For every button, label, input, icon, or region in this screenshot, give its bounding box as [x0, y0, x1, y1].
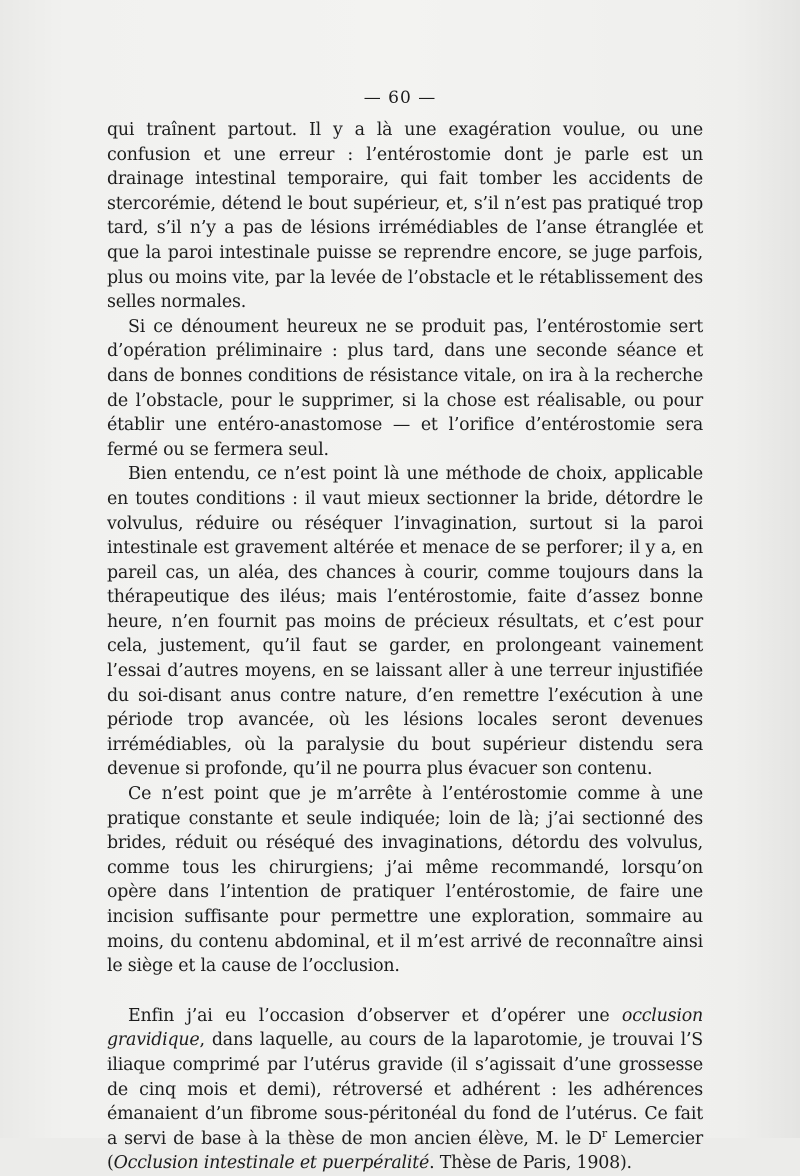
body-text — [107, 118, 703, 1176]
italic-term-occlusion-gravidique: occlusion gravidique — [107, 1005, 703, 1051]
paragraph-gap — [107, 979, 703, 1004]
paragraph-5-part3: Lemercier ( — [107, 1128, 703, 1174]
superscript-r: r — [601, 1126, 607, 1140]
paragraph-3: Bien entendu, ce n’est point là une méthode de choix, applicable en toutes conditions : il vaut mieux sectionner la bride, détordre le volvulus, réduire ou réséquer l’invagination, surtout si la paroi intestinale est gravement altérée et menace de se perforer; il y a, en pareil cas, un aléa, des chances à courir, comme toujours dans la thérapeutique des iléus; mais l’entérostomie, faite d’assez bonne heure, n’en fournit pas moins de précieux résultats, et c’est pour cela, justement, qu’il faut se garder, en prolongeant vainement l’essai d’autres moyens, en se laissant aller à une terreur injustifiée du soi-disant anus contre nature, d’en remettre l’exécution à une période trop avancée, où les lésions locales seront devenues irrémédiables, où la paralysie du bout supérieur distendu sera devenue si profonde, qu’il ne pourra plus évacuer son contenu. — [107, 464, 703, 780]
paragraph-2: Si ce dénoument heureux ne se produit pas, l’entérostomie sert d’opération préliminaire : plus tard, dans une seconde séance et dans de bonnes conditions de résistance vitale, on ira à la recherche de l’obstacle, pour le supprimer, si la chose est réalisable, ou pour établir une entéro-anastomose — et l’orifice d’entérostomie sera fermé ou se fermera seul. — [107, 316, 703, 460]
page-number: — 60 — — [363, 88, 437, 108]
paragraph-5-part2: , dans laquelle, au cours de la laparotomie, je trouvai l’S iliaque comprimé par l’utérus gravide (il s’agissait d’une grossesse de cinq mois et demi), rétroversé et adhérent : les adhérences émanaient d’un fibrome sous-péritonéal du fond de l’utérus. Ce fait a servi de base à la thèse de mon ancien élève, M. le D — [107, 1030, 703, 1149]
paragraph-1: qui traînent partout. Il y a là une exagération voulue, ou une confusion et une erreur : l’entérostomie dont je parle est un drainage intestinal temporaire, qui fait tomber les accidents de stercorémie, détend le bout supérieur, et, s’il n’est pas pratiqué trop tard, s’il n’y a pas de lésions irrémédiables de l’anse étranglée et que la paroi intestinale puisse se reprendre encore, se juge parfois, plus ou moins vite, par la levée de l’obstacle et le rétablissement des selles normales. — [107, 120, 703, 313]
paragraph-5-part1: Enfin j’ai eu l’occasion d’observer et d’opérer une — [128, 1005, 622, 1026]
paragraph-4: Ce n’est point que je m’arrête à l’entérostomie comme à une pratique constante et seule indiquée; loin de là; j’ai sectionné des brides, réduit ou réséqué des invaginations, détordu des volvulus, comme tous les chirurgiens; j’ai même recommandé, lorsqu’on opère dans l’intention de pratiquer l’entérostomie, de faire une incision suffisante pour permettre une exploration, sommaire au moins, du contenu abdominal, et il m’est arrivé de reconnaître ainsi le siège et la cause de l’occlusion. — [107, 784, 703, 977]
paragraph-5 — [107, 1004, 703, 1176]
paragraph-5-part4: . Thèse de Paris, 1908). — [429, 1153, 632, 1174]
italic-thesis-title: Occlusion intestinale et puerpéralité — [113, 1153, 430, 1174]
